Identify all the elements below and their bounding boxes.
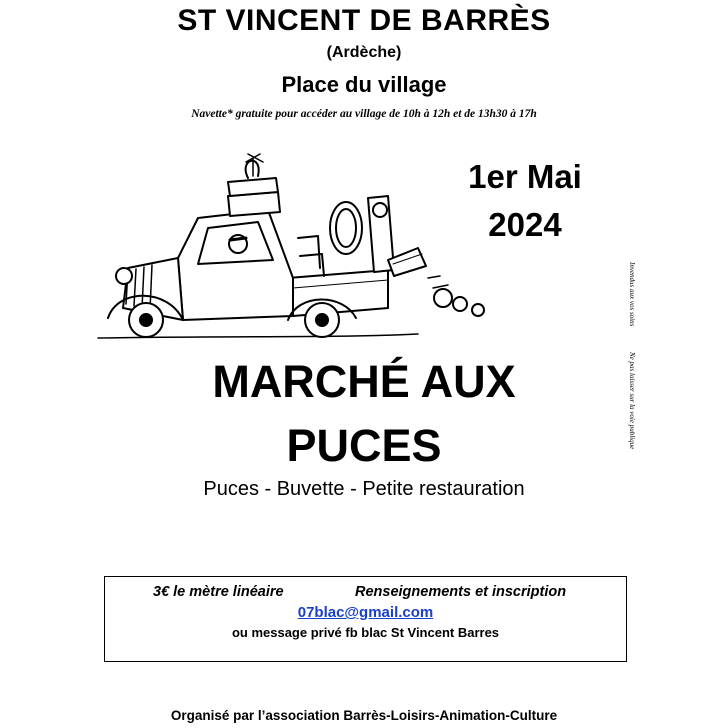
event-title: ST VINCENT DE BARRÈS bbox=[177, 4, 551, 37]
contact-email-link[interactable]: 07blac@gmail.com bbox=[297, 604, 434, 621]
location-label: Place du village bbox=[281, 72, 447, 97]
event-name-line2: PUCES bbox=[286, 420, 442, 471]
department-label: (Ardèche) bbox=[326, 44, 402, 61]
registration-label: Renseignements et inscription bbox=[355, 584, 567, 600]
event-subtitle: Puces - Buvette - Petite restauration bbox=[203, 478, 525, 500]
event-name-line1: MARCHÉ AUX bbox=[212, 356, 516, 407]
info-box bbox=[104, 576, 627, 662]
side-note-part2: Ne pas laisser sur la voie publique bbox=[628, 351, 636, 450]
organizer-footer: Organisé par l’association Barrès-Loisirs-Animation-Culture bbox=[170, 708, 558, 723]
side-note-part1: Invendus aux vos soins bbox=[628, 262, 636, 327]
facebook-contact: ou message privé fb blac St Vincent Barres bbox=[231, 625, 500, 640]
shuttle-info: Navette* gratuite pour accéder au village de 10h à 12h et de 13h30 à 17h bbox=[191, 108, 537, 120]
event-date-year: 2024 bbox=[488, 206, 562, 243]
event-date-day: 1er Mai bbox=[468, 158, 582, 195]
price-label: 3€ le mètre linéaire bbox=[153, 584, 284, 600]
